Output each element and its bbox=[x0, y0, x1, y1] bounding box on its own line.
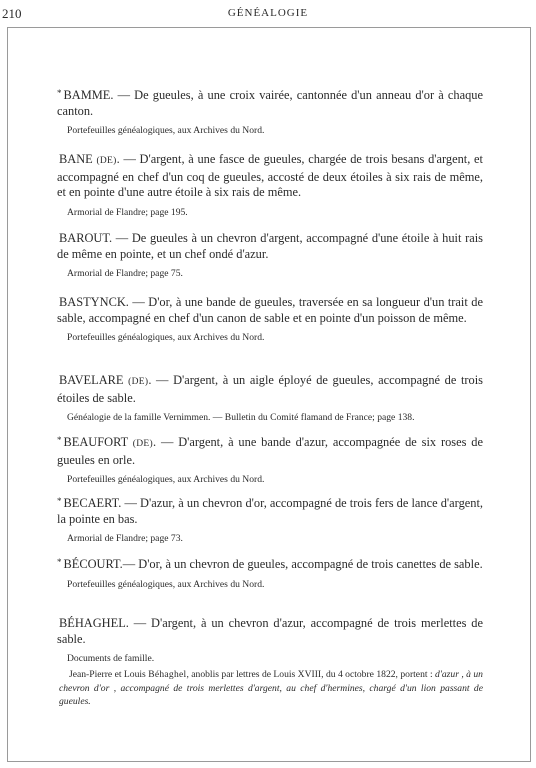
entry-source: Portefeuilles généalogiques, aux Archives du Nord. bbox=[67, 474, 265, 485]
entry-source: Armorial de Flandre; page 195. bbox=[67, 206, 188, 218]
behaghel-blazon: d'azur , à un chevron d'or , accompagné de trois merlettes d'argent, au chef d'hermines, chargé d'un lion passant de gueules. bbox=[59, 669, 483, 707]
entry-text: BANE (DE). — D'argent, à une fasce de gueules, chargée de trois besans d'argent, et accompagné en chef d'un coq de gueules, accosté de deux étoiles à six rais de même, et en pointe d'une autre étoile à six rais de même. bbox=[57, 152, 483, 199]
entry-bavelare bbox=[57, 371, 483, 424]
running-title: GÉNÉALOGIE bbox=[227, 7, 309, 19]
entry-source: Portefeuilles généalogiques, aux Archives du Nord. bbox=[67, 332, 265, 343]
entry-bane bbox=[57, 150, 483, 219]
entry-bamme bbox=[57, 86, 483, 137]
entry-text: BAROUT. — De gueules à un chevron d'argent, accompagné d'une étoile à huit rais de même en pointe, et un chef ondé d'azur. bbox=[57, 231, 483, 261]
entry-source: Documents de famille. bbox=[67, 653, 155, 664]
behaghel-note: Jean-Pierre et Louis Béhaghel, anoblis par lettres de Louis XVIII, du 4 octobre 1822, portent : d'azur , à un chevron d'or , accompagné de trois merlettes d'argent, au chef d'hermines, chargé d'un lion passant de gueules. bbox=[59, 669, 483, 707]
entry-behaghel bbox=[57, 614, 483, 708]
entry-source: Portefeuilles généalogiques, aux Archives du Nord. bbox=[67, 578, 265, 590]
entry-text: BASTYNCK. — D'or, à une bande de gueules, traversée en sa longueur d'un trait de sable, accompagné en chef d'un canon de sable et en pointe d'un poisson de même. bbox=[57, 295, 483, 325]
page-number: 210 bbox=[2, 6, 22, 21]
entry-text: * BÉCOURT.— D'or, à un chevron de gueules, accompagné de trois canettes de sable. bbox=[57, 557, 483, 571]
entry-text: BÉHAGHEL. — D'argent, à un chevron d'azur, accompagné de trois merlettes de sable. bbox=[57, 616, 483, 646]
entry-text: * BECAERT. — D'azur, à un chevron d'or, accompagné de trois fers de lance d'argent, la pointe en bas. bbox=[57, 496, 483, 526]
entry-source: Généalogie de la famille Vernimmen. — Bulletin du Comité flamand de France; page 138. bbox=[67, 412, 415, 423]
entry-source: Armorial de Flandre; page 75. bbox=[67, 268, 183, 279]
entry-text: * BAMME. — De gueules, à une croix vairée, cantonnée d'un anneau d'or à chaque canton. bbox=[57, 88, 483, 118]
entry-becourt bbox=[57, 555, 483, 591]
entry-text: BAVELARE (DE). — D'argent, à un aigle éployé de gueules, accompagné de trois étoiles de sable. bbox=[57, 373, 483, 405]
entry-beaufort bbox=[57, 433, 483, 486]
entry-source: Portefeuilles généalogiques, aux Archives du Nord. bbox=[67, 125, 265, 136]
entry-barout bbox=[57, 229, 483, 280]
entry-source: Armorial de Flandre; page 73. bbox=[67, 533, 183, 544]
entry-text: * BEAUFORT (DE). — D'argent, à une bande d'azur, accompagnée de six roses de gueules en orle. bbox=[57, 435, 483, 467]
entry-bastynck bbox=[57, 293, 483, 344]
entry-becaert bbox=[57, 494, 483, 545]
behaghel-name: Béhaghel bbox=[148, 670, 187, 680]
